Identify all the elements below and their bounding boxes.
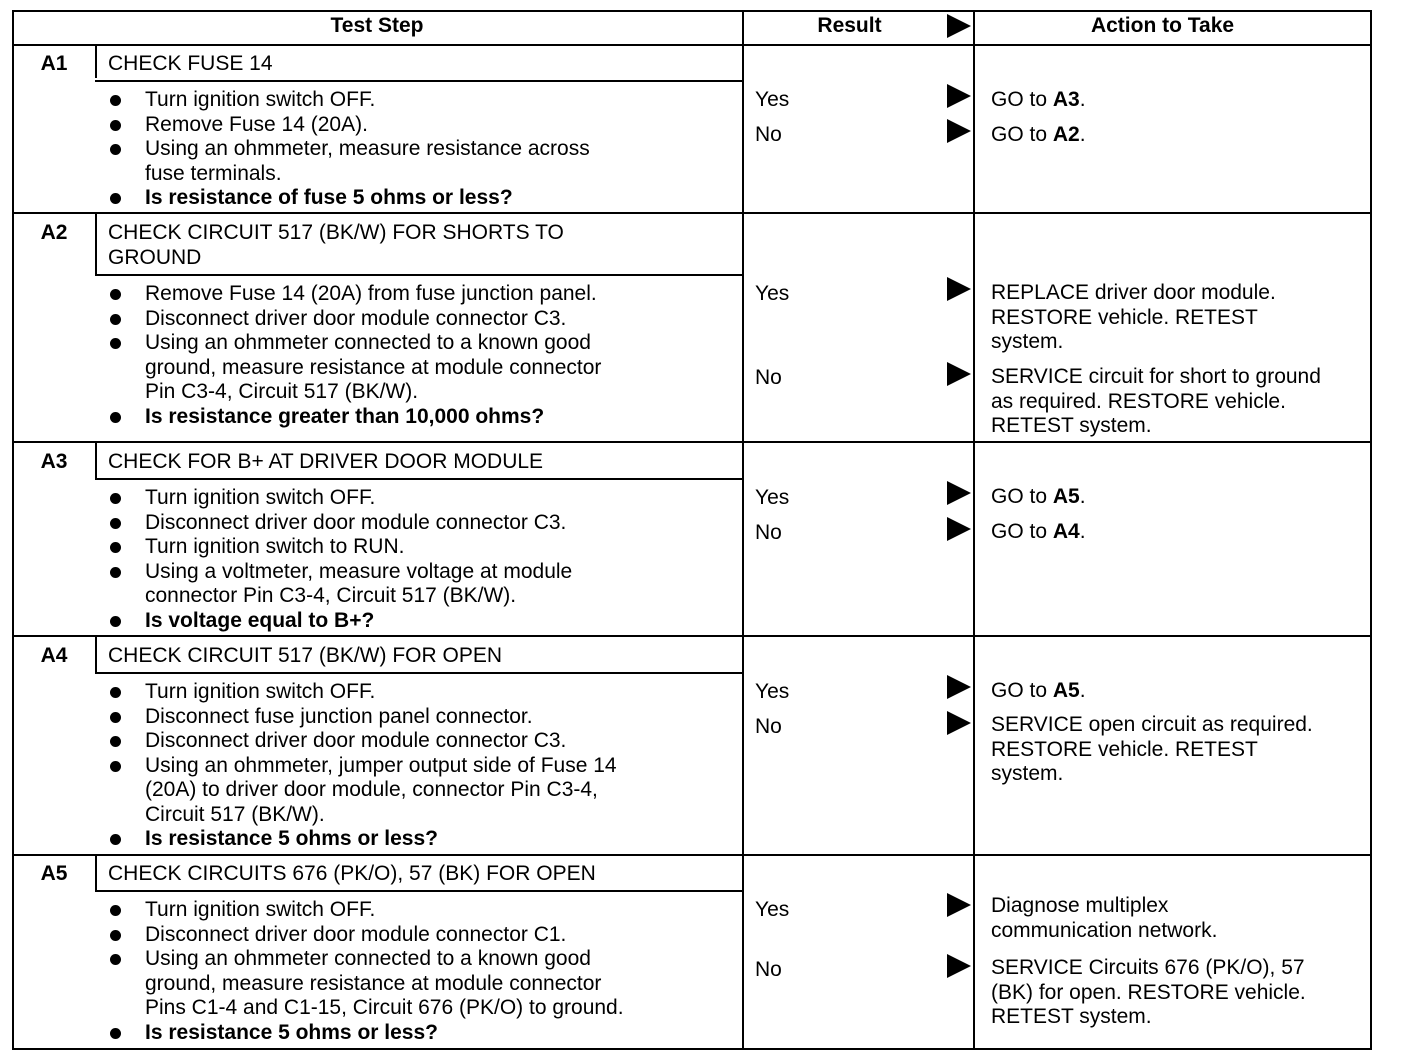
step-title-a2 <box>108 221 564 270</box>
step-ref: A4 <box>1052 520 1080 543</box>
step-title-a5: CHECK CIRCUITS 676 (PK/O), 57 (BK) FOR OPEN <box>108 862 596 885</box>
action-text: . <box>1079 123 1086 146</box>
step-bullets-a2 <box>100 282 601 429</box>
step-question-a5: Is resistance 5 ohms or less? <box>100 1021 624 1046</box>
row-divider <box>12 441 1372 443</box>
step-title-a1: CHECK FUSE 14 <box>108 52 273 75</box>
arrow-icon <box>947 277 971 301</box>
title-divider-a3 <box>95 478 742 480</box>
action-line: SERVICE circuit for short to ground <box>991 365 1321 388</box>
arrow-icon <box>947 362 971 386</box>
col-divider-id <box>95 856 97 892</box>
step-bullets-a4 <box>100 680 617 852</box>
result-yes-a3: Yes <box>755 486 790 509</box>
list-item: Disconnect driver door module connector C3. <box>100 729 617 754</box>
arrow-icon <box>947 84 971 108</box>
result-no-a3: No <box>755 521 782 544</box>
list-item-continuation <box>100 380 601 405</box>
list-item: Turn ignition switch to RUN. <box>100 535 572 560</box>
step-id-a1: A1 <box>40 52 68 75</box>
step-bullets-a5 <box>100 898 624 1045</box>
action-no-a2 <box>991 365 1321 439</box>
list-item: Turn ignition switch OFF. <box>100 680 617 705</box>
list-item-continuation <box>100 972 624 997</box>
continuation-text: Pin C3-4, Circuit 517 (BK/W). <box>145 380 419 403</box>
action-line: REPLACE driver door module. <box>991 281 1276 304</box>
continuation-text: fuse terminals. <box>145 161 282 185</box>
action-line: SERVICE Circuits 676 (PK/O), 57 <box>991 956 1305 979</box>
action-line: as required. RESTORE vehicle. <box>991 389 1286 413</box>
action-line: RETEST system. <box>991 414 1152 437</box>
header-divider <box>12 44 1372 46</box>
arrow-icon <box>947 14 971 38</box>
action-text: GO to <box>991 123 1053 146</box>
list-item-continuation <box>100 778 617 803</box>
action-line: (BK) for open. RESTORE vehicle. <box>991 980 1306 1004</box>
arrow-icon <box>947 893 971 917</box>
col-divider-id <box>95 214 97 274</box>
continuation-text: connector Pin C3-4, Circuit 517 (BK/W). <box>145 584 517 607</box>
list-item: Turn ignition switch OFF. <box>100 88 590 113</box>
list-item: Disconnect driver door module connector C1. <box>100 923 624 948</box>
result-yes-a2: Yes <box>755 282 790 305</box>
action-line: RESTORE vehicle. RETEST <box>991 737 1258 761</box>
step-id-a4: A4 <box>40 644 68 667</box>
list-item: Using an ohmmeter, jumper output side of Fuse 14 <box>100 754 617 779</box>
row-divider <box>12 635 1372 637</box>
action-text: . <box>1079 679 1086 702</box>
action-no-a1 <box>991 123 1086 148</box>
title-divider-a5 <box>95 890 742 892</box>
list-item: Remove Fuse 14 (20A). <box>100 113 590 138</box>
title-divider-a4 <box>95 672 742 674</box>
action-yes-a1 <box>991 88 1086 113</box>
result-no-a4: No <box>755 715 782 738</box>
list-item: Remove Fuse 14 (20A) from fuse junction panel. <box>100 282 601 307</box>
list-item-continuation <box>100 996 624 1021</box>
list-item: Using an ohmmeter, measure resistance across <box>100 137 590 162</box>
header-test-step: Test Step <box>330 14 424 37</box>
action-yes-a3 <box>991 485 1086 510</box>
action-text: GO to <box>991 485 1053 508</box>
step-question-a2: Is resistance greater than 10,000 ohms? <box>100 405 601 430</box>
arrow-icon <box>947 481 971 505</box>
step-id-a5: A5 <box>40 862 68 885</box>
header-action: Action to Take <box>1090 14 1235 37</box>
step-ref: A5 <box>1052 679 1080 702</box>
step-ref: A5 <box>1052 485 1080 508</box>
arrow-icon <box>947 954 971 978</box>
step-bullets-a1 <box>100 88 590 211</box>
col-divider-id <box>95 637 97 674</box>
step-question-a3: Is voltage equal to B+? <box>100 609 572 634</box>
arrow-icon <box>947 675 971 699</box>
row-divider <box>12 854 1372 856</box>
action-no-a5 <box>991 956 1306 1030</box>
result-yes-a5: Yes <box>755 898 790 921</box>
arrow-icon <box>947 711 971 735</box>
step-title-a3: CHECK FOR B+ AT DRIVER DOOR MODULE <box>108 450 544 473</box>
title-divider-a2 <box>95 274 742 276</box>
list-item: Using an ohmmeter connected to a known good <box>100 947 624 972</box>
list-item-continuation <box>100 584 572 609</box>
action-no-a4 <box>991 713 1313 787</box>
continuation-text: (20A) to driver door module, connector Pin C3-4, <box>145 778 598 801</box>
continuation-text: ground, measure resistance at module connector <box>145 355 602 379</box>
action-line: RESTORE vehicle. RETEST <box>991 305 1258 329</box>
continuation-text: ground, measure resistance at module connector <box>145 971 602 995</box>
list-item: Using a voltmeter, measure voltage at module <box>100 560 572 585</box>
step-bullets-a3 <box>100 486 572 633</box>
action-text: . <box>1079 520 1086 543</box>
title-divider-a1 <box>95 80 742 82</box>
row-divider <box>12 212 1372 214</box>
step-id-a2: A2 <box>40 221 68 244</box>
action-line: SERVICE open circuit as required. <box>991 713 1313 736</box>
list-item-continuation <box>100 803 617 828</box>
col-divider-id <box>95 443 97 480</box>
continuation-text: Pins C1-4 and C1-15, Circuit 676 (PK/O) to ground. <box>145 996 624 1019</box>
continuation-text: Circuit 517 (BK/W). <box>145 802 325 826</box>
step-question-a1: Is resistance of fuse 5 ohms or less? <box>100 186 590 211</box>
result-no-a1: No <box>755 123 782 146</box>
action-line: system. <box>991 330 1064 353</box>
list-item: Turn ignition switch OFF. <box>100 898 624 923</box>
step-id-a3: A3 <box>40 450 68 473</box>
step-question-a4: Is resistance 5 ohms or less? <box>100 827 617 852</box>
arrow-icon <box>947 517 971 541</box>
title-line: GROUND <box>108 245 202 269</box>
col-divider-id <box>95 46 97 78</box>
action-text: . <box>1079 88 1086 111</box>
list-item-continuation <box>100 162 590 187</box>
list-item: Disconnect driver door module connector C3. <box>100 307 601 332</box>
result-yes-a1: Yes <box>755 88 790 111</box>
result-no-a2: No <box>755 366 782 389</box>
action-yes-a4 <box>991 679 1086 704</box>
action-line: Diagnose multiplex <box>991 894 1169 917</box>
action-yes-a5 <box>991 894 1217 943</box>
arrow-icon <box>947 119 971 143</box>
list-item: Turn ignition switch OFF. <box>100 486 572 511</box>
header-result: Result <box>817 14 882 37</box>
action-text: GO to <box>991 88 1053 111</box>
step-ref: A2 <box>1052 123 1080 146</box>
action-line: RETEST system. <box>991 1005 1152 1028</box>
step-title-a4: CHECK CIRCUIT 517 (BK/W) FOR OPEN <box>108 644 502 667</box>
col-divider-result <box>742 10 744 1050</box>
action-text: . <box>1079 485 1086 508</box>
title-line: CHECK CIRCUIT 517 (BK/W) FOR SHORTS TO <box>108 221 564 244</box>
action-text: GO to <box>991 520 1053 543</box>
list-item-continuation <box>100 356 601 381</box>
result-yes-a4: Yes <box>755 680 790 703</box>
action-no-a3 <box>991 520 1086 545</box>
action-line: system. <box>991 762 1064 785</box>
action-yes-a2 <box>991 281 1276 355</box>
action-line: communication network. <box>991 918 1218 942</box>
result-no-a5: No <box>755 958 782 981</box>
step-ref: A3 <box>1052 88 1080 111</box>
list-item: Disconnect fuse junction panel connector. <box>100 705 617 730</box>
list-item: Disconnect driver door module connector C3. <box>100 511 572 536</box>
col-divider-action <box>973 10 975 1050</box>
action-text: GO to <box>991 679 1053 702</box>
list-item: Using an ohmmeter connected to a known good <box>100 331 601 356</box>
